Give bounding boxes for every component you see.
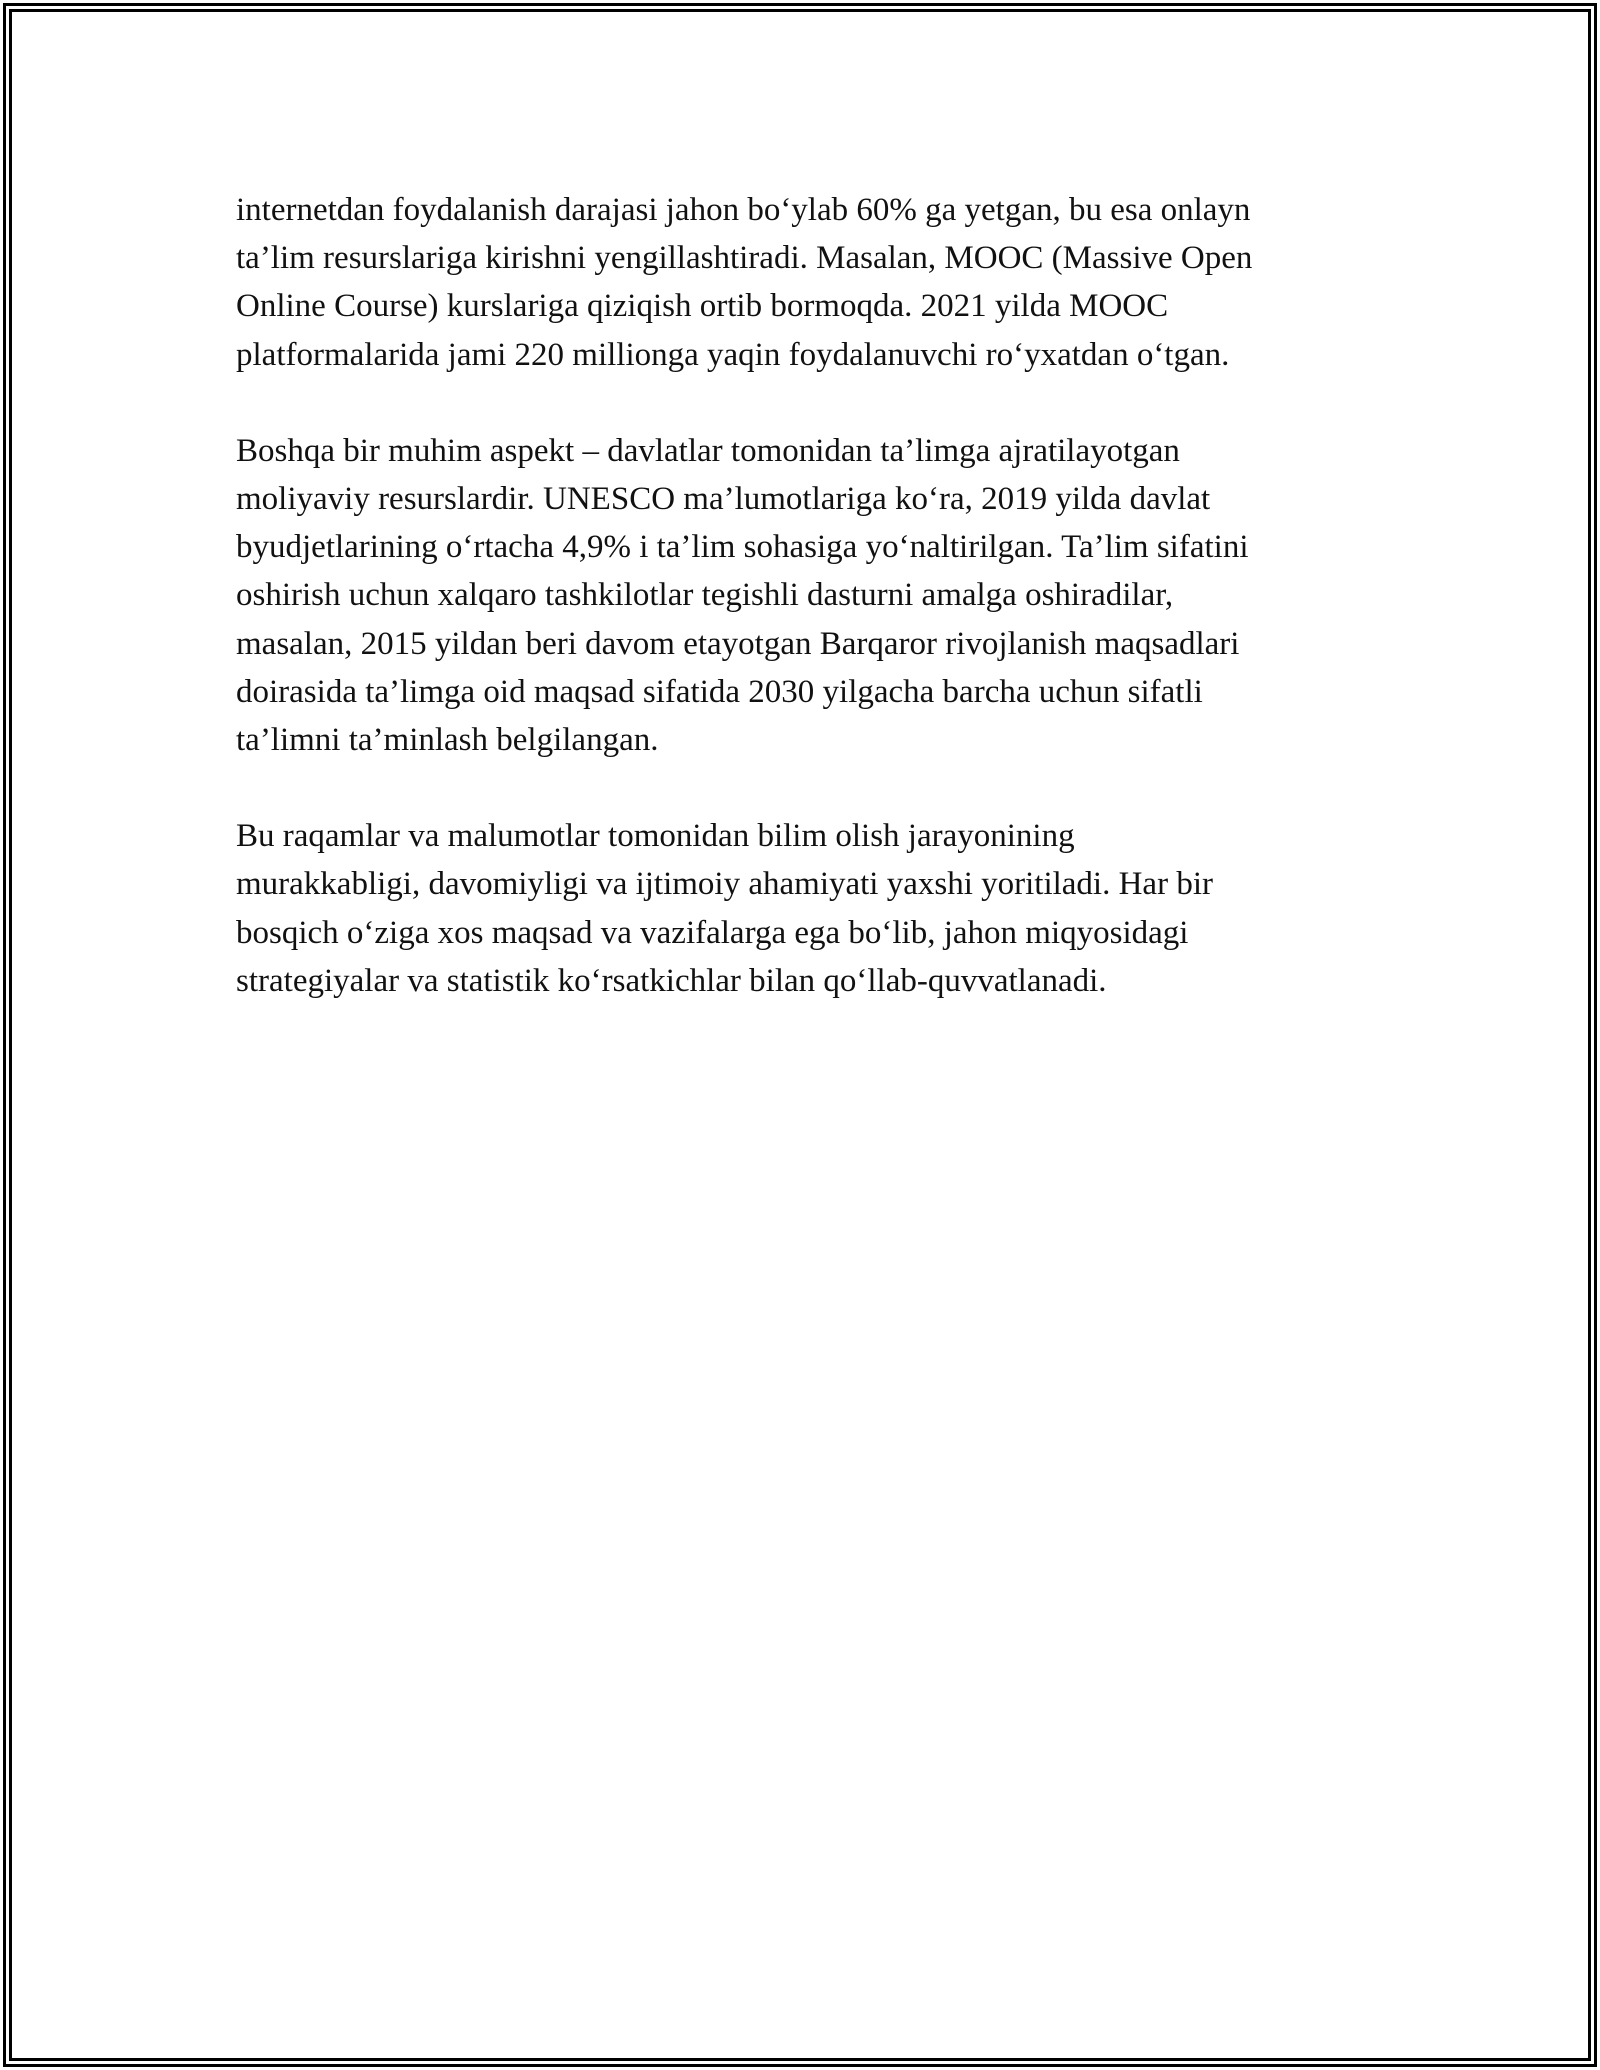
text-line: doirasida ta’limga oid maqsad sifatida 2030 yilgacha barcha uchun sifatli [236, 673, 1203, 710]
document-body [236, 186, 1396, 1053]
text-line: masalan, 2015 yildan beri davom etayotgan Barqaror rivojlanish maqsadlari [236, 625, 1240, 662]
text-line: bosqich o‘ziga xos maqsad va vazifalarga ega bo‘lib, jahon miqyosidagi [236, 914, 1189, 951]
text-line: moliyaviy resurslardir. UNESCO ma’lumotlariga ko‘ra, 2019 yilda davlat [236, 481, 1211, 518]
text-line: ta’limni ta’minlash belgilangan. [236, 722, 659, 759]
text-line: murakkabligi, davomiyligi va ijtimoiy ahamiyati yaxshi yoritiladi. Har bir [236, 866, 1213, 903]
text-line: Boshqa bir muhim aspekt – davlatlar tomonidan ta’limga ajratilayotgan [236, 432, 1180, 469]
paragraph-internet-usage [236, 186, 1396, 379]
paragraph-conclusion [236, 812, 1396, 1005]
text-line: oshirish uchun xalqaro tashkilotlar tegishli dasturni amalga oshiradilar, [236, 577, 1174, 614]
text-line: Online Course) kurslariga qiziqish ortib bormoqda. 2021 yilda MOOC [236, 288, 1169, 325]
text-line: ta’lim resurslariga kirishni yengillashtiradi. Masalan, MOOC (Massive Open [236, 240, 1253, 277]
paragraph-education-funding [236, 427, 1396, 764]
text-line: byudjetlarining o‘rtacha 4,9% i ta’lim sohasiga yo‘naltirilgan. Ta’lim sifatini [236, 529, 1249, 566]
text-line: Bu raqamlar va malumotlar tomonidan bilim olish jarayonining [236, 818, 1075, 855]
text-line: platformalarida jami 220 millionga yaqin foydalanuvchi ro‘yxatdan o‘tgan. [236, 336, 1230, 373]
text-line: strategiyalar va statistik ko‘rsatkichlar bilan qo‘llab-quvvatlanadi. [236, 962, 1107, 999]
text-line: internetdan foydalanish darajasi jahon bo‘ylab 60% ga yetgan, bu esa onlayn [236, 192, 1251, 228]
